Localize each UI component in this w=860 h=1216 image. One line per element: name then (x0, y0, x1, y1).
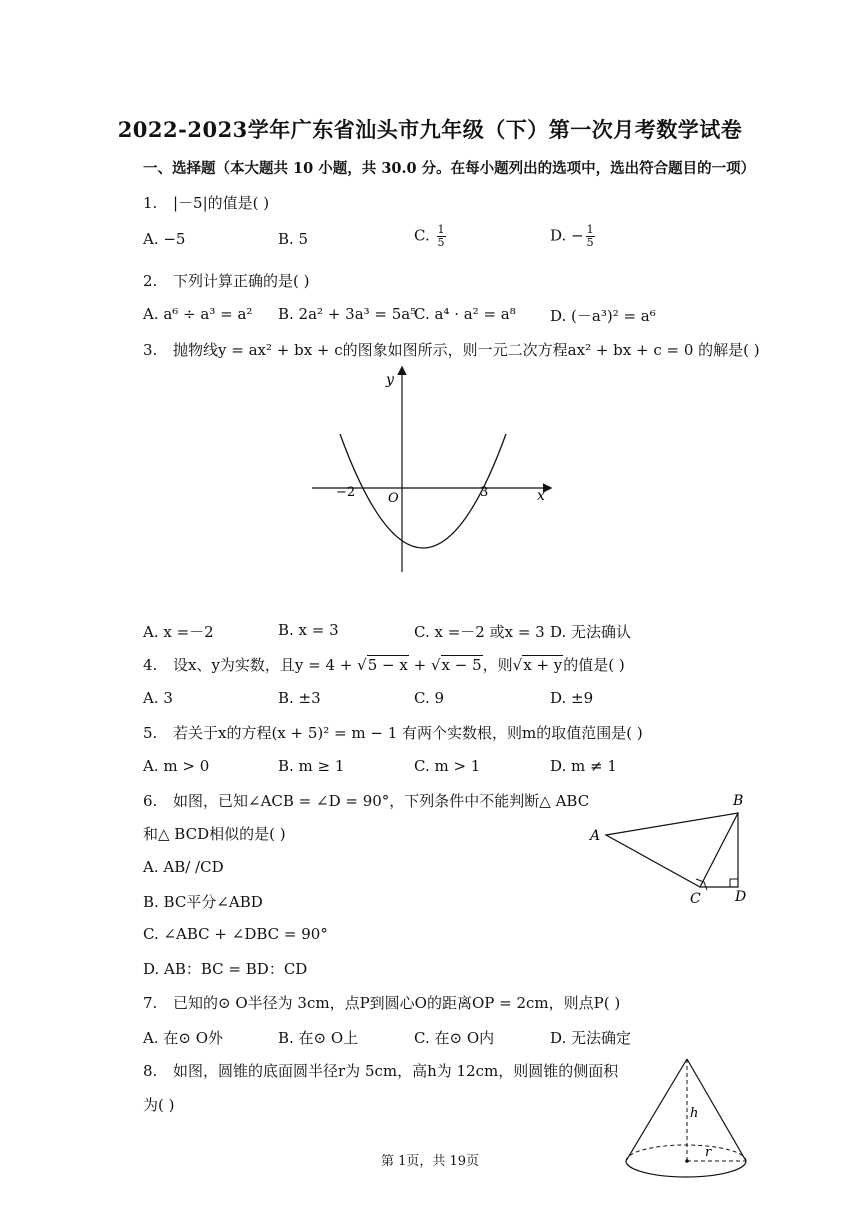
question-number: 1. (143, 194, 158, 212)
q5-option-c: C. m > 1 (414, 757, 481, 775)
question-6-cont: 和△ BCD相似的是( ) (143, 825, 286, 843)
x-axis-label: x (537, 488, 545, 504)
radicand: x + y (523, 656, 563, 674)
radicand: 5 − x (367, 656, 408, 674)
triangle-abc (606, 813, 738, 887)
q3-option-b: B. x = 3 (278, 621, 339, 639)
triangle-figure (580, 785, 755, 905)
radicand: x − 5 (441, 656, 482, 674)
q4-option-a: A. 3 (143, 689, 173, 707)
q2-option-a: A. a⁶ ÷ a³ = a² (143, 305, 253, 323)
question-5 (143, 722, 643, 743)
question-number: 3. (143, 341, 158, 359)
q7-option-d: D. 无法确定 (550, 1029, 632, 1047)
y-axis-label: y (386, 372, 394, 388)
root-left-label: −2 (336, 485, 356, 500)
root-right-label: 3 (480, 485, 489, 500)
q2-option-d: D. (－a³)² = a⁶ (550, 307, 656, 325)
question-number: 8. (143, 1062, 158, 1080)
question-number: 4. (143, 656, 158, 674)
q6-option-c: C. ∠ABC + ∠DBC = 90° (143, 925, 328, 943)
cone-slant-left (626, 1059, 687, 1161)
q4-option-b: B. ±3 (278, 689, 321, 707)
q1-option-d: D. − $\frac{1}{5}$ (550, 223, 594, 249)
q5-option-d: D. m ≠ 1 (550, 757, 617, 775)
question-1 (143, 192, 269, 213)
label-h: h (690, 1106, 699, 1121)
origin-label: O (388, 491, 399, 506)
page-title: 2022-2023学年广东省汕头市九年级（下）第一次月考数学试卷 (117, 117, 743, 142)
question-number: 5. (143, 724, 158, 742)
question-number: 6. (143, 792, 158, 810)
question-4: 4. 设x、y为实数，且y = 4 + √5 − x + √x − 5，则√x + y的值是( ) (143, 656, 625, 674)
q5-option-b: B. m ≥ 1 (278, 757, 345, 775)
question-2 (143, 270, 309, 291)
q1-option-c: C. $\frac{1}{5}$ (414, 223, 445, 249)
q2-option-b: B. 2a² + 3a³ = 5a⁵ (278, 305, 417, 323)
q4-option-d: D. ±9 (550, 689, 594, 707)
q7-option-c: C. 在⊙ O内 (414, 1029, 495, 1047)
q7-option-b: B. 在⊙ O上 (278, 1029, 359, 1047)
label-c: C (690, 891, 701, 905)
fraction: $\frac{1}{5}$ (586, 223, 594, 249)
q5-option-a: A. m > 0 (143, 757, 210, 775)
question-8 (143, 1060, 618, 1081)
question-stem: 已知的⊙ O半径为 3cm，点P到圆心O的距离OP = 2cm，则点P( ) (173, 994, 621, 1012)
q6-option-d: D. AB：BC = BD：CD (143, 960, 308, 978)
q7-option-a: A. 在⊙ O外 (143, 1029, 224, 1047)
q4-option-c: C. 9 (414, 689, 445, 707)
question-7 (143, 992, 620, 1013)
question-stem: 抛物线y = ax² + bx + c的图象如图所示，则一元二次方程ax² + bx + c = 0 的解是( ) (173, 341, 760, 359)
parabola-graph (300, 362, 560, 582)
label-a: A (590, 828, 601, 844)
q3-option-d: D. 无法确认 (550, 623, 632, 641)
page-footer: 第 1页，共 19页 (380, 1154, 480, 1169)
q6-option-b: B. BC平分∠ABD (143, 893, 263, 911)
label-r: r (705, 1145, 712, 1160)
question-6 (143, 790, 589, 811)
q1-option-a: A. −5 (143, 230, 186, 248)
question-number: 2. (143, 272, 158, 290)
question-8-cont: 为( ) (143, 1096, 175, 1114)
label-b: B (733, 793, 744, 809)
q1-option-b: B. 5 (278, 230, 309, 248)
right-angle-mark-d (730, 879, 738, 887)
section-header: 一、选择题（本大题共 10 小题，共 30.0 分。在每小题列出的选项中，选出符合题目的一项） (143, 160, 756, 177)
q3-option-a: A. x =－2 (143, 623, 214, 641)
question-stem: 如图，圆锥的底面圆半径r为 5cm，高h为 12cm，则圆锥的侧面积 (173, 1062, 619, 1080)
question-stem: |－5|的值是( ) (173, 194, 270, 212)
question-stem: 如图，已知∠ACB = ∠D = 90°，下列条件中不能判断△ ABC (173, 792, 590, 810)
question-stem: 下列计算正确的是( ) (173, 272, 310, 290)
fraction: $\frac{1}{5}$ (437, 223, 445, 249)
q6-option-a: A. AB/ /CD (143, 858, 224, 876)
question-stem: 设x、y为实数，且y = 4 + (173, 656, 358, 674)
q2-option-c: C. a⁴ · a² = a⁸ (414, 305, 516, 323)
question-number: 7. (143, 994, 158, 1012)
label-d: D (735, 889, 747, 905)
q3-option-c: C. x =－2 或x = 3 (414, 623, 545, 641)
question-3 (143, 339, 760, 360)
question-stem: 若关于x的方程(x + 5)² = m − 1 有两个实数根，则m的取值范围是( ) (173, 724, 643, 742)
